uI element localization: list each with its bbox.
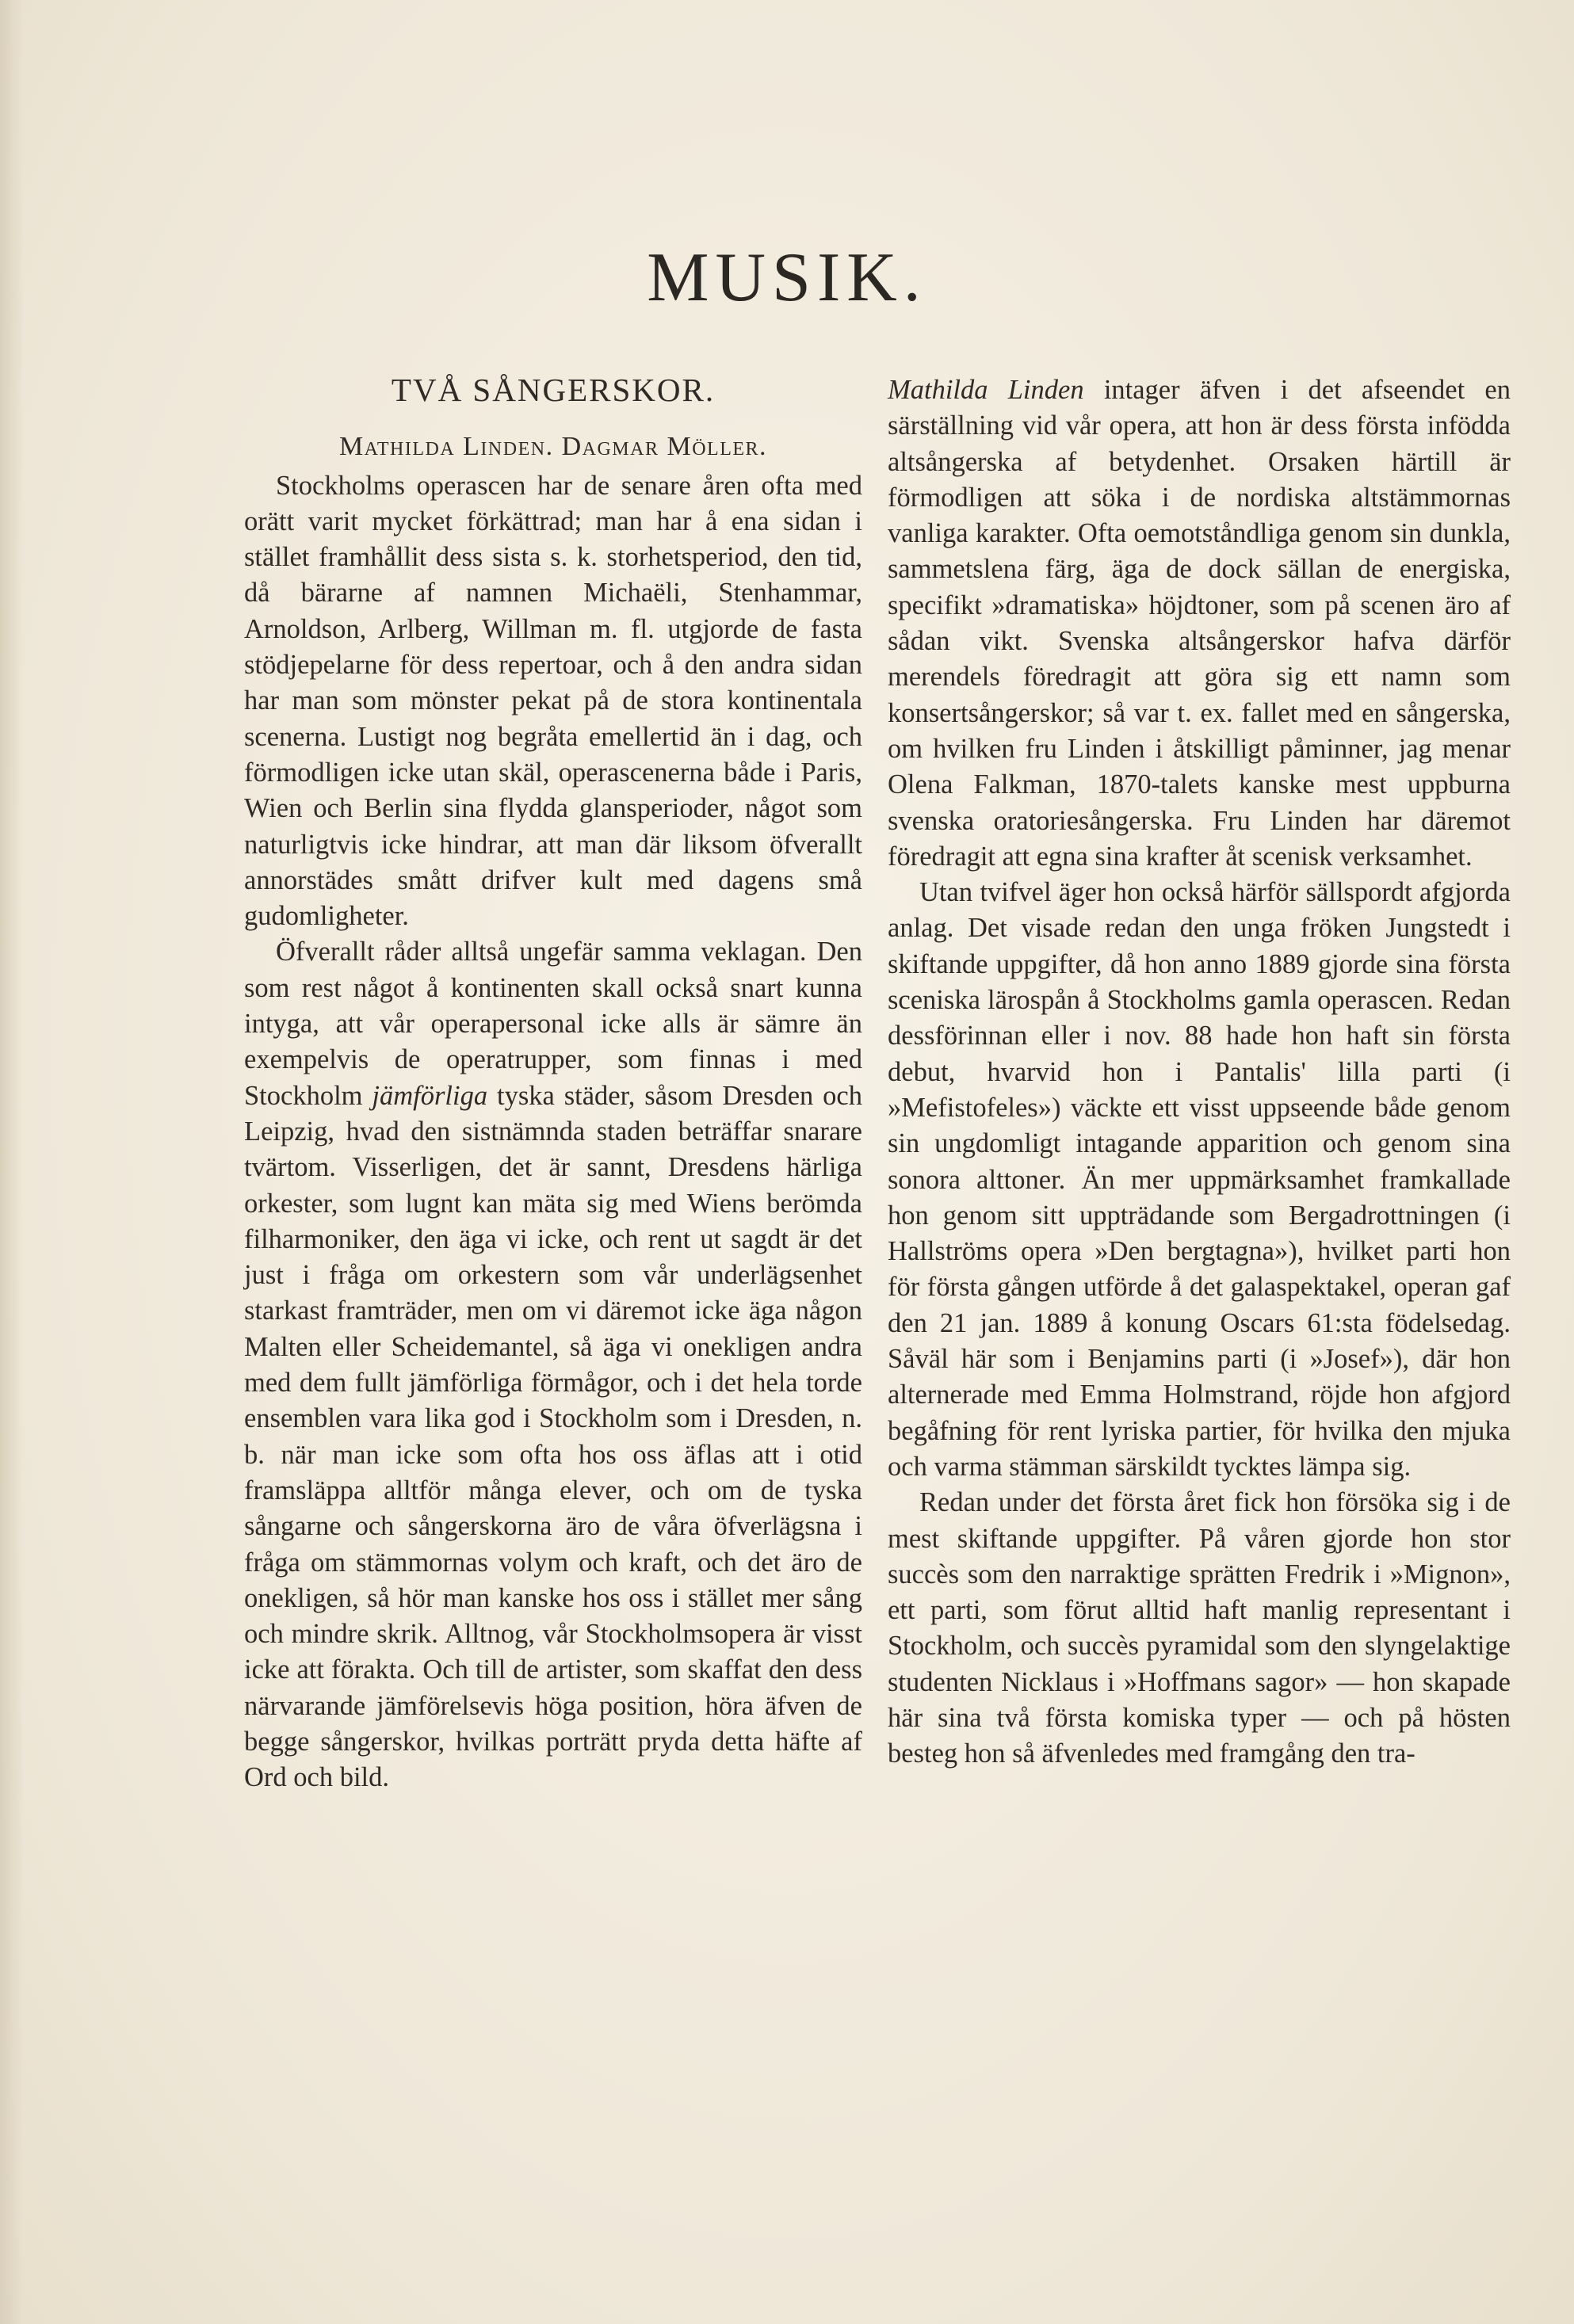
text-run: intager äfven i det afseendet en särställning vid vår opera, att hon är dess första infödda altsångerska af betydenhet. Orsaken härtill är förmodligen att söka i de nordiska altstämmornas vanliga karakter. Ofta oemotståndliga genom sin dunkla, sammetslena färg, äga de dock sällan de energiska, specifikt »dramatiska» höjdtoner, som på scenen äro af sådan vikt. Svenska altsångerskor hafva därför merendels föredragit att göra sig ett namn som konsertsångerskor; så var t. ex. fallet med en sångerska, om hvilken fru Linden i åtskilligt påminner, jag menar Olena Falkman, 1870-talets kanske mest uppburna svenska oratoriesångerska. Fru Linden har däremot föredragit att egna sina krafter åt scenisk verksamhet. xyxy=(888,375,1511,872)
text-run: Utan tvifvel äger hon också härför sällspordt afgjorda anlag. Det visade redan den unga fröken Jungstedt i skiftande uppgifter, då hon anno 1889 gjorde sina första sceniska lärospån å Stockholms gamla operascen. Redan dessförinnan eller i nov. 88 hade hon haft sin första debut, hvarvid hon i Pantalis' lilla parti (i »Mefistofeles») väckte ett visst uppseende både genom sin ungdomligt intagande apparition och genom sina sonora alttoner. Än mer uppmärksamhet framkallade hon genom sitt uppträdande som Bergadrottningen (i Hallströms opera »Den bergtagna»), hvilket parti hon för första gången utförde å det galaspektakel, operan gaf den 21 jan. 1889 å konung Oscars 61:sta födelsedag. Såväl här som i Benjamins parti (i »Josef»), där hon alternerade med Emma Holmstrand, röjde hon afgjord begåfning för rent lyriska partier, för hvilka den mjuka och varma stämman särskildt tycktes lämpa sig. xyxy=(888,877,1511,1482)
text-run: tyska städer, såsom Dresden och Leipzig, hvad den sistnämnda staden beträffar snarare tvärtom. Visserligen, det är sannt, Dresdens härliga orkester, som lugnt kan mäta sig med Wiens berömda filharmoniker, den äga vi icke, och rent ut sagdt är det just i fråga om orkestern som vår underlägsenhet starkast framträder, men om vi däremot icke äga någon Malten eller Scheidemantel, så äga vi onekligen andra med dem fullt jämförliga förmågor, och i det hela torde ensemblen vara lika god i Stockholm som i Dresden, n. b. när man icke som ofta hos oss äflas att i otid framsläppa alltför många elever, och om de tyska sångarne och sångerskorna äro de våra öfverlägsna i fråga om stämmornas volym och kraft, och det äro de onekligen, så hör man kanske hos oss i stället mer sång och mindre skrik. Alltnog, vår Stockholmsopera är visst icke att förakta. Och till de artister, som skaffat den dess närvarande jämförelsevis höga position, höra äfven de begge sångerskor, hvilkas porträtt pryda detta häfte af Ord och bild. xyxy=(244,1080,862,1793)
left-column xyxy=(244,372,862,1796)
text-run: Stockholms operascen har de senare åren ofta med orätt varit mycket förkättrad; man har å ena sidan i stället framhållit dess sista s. k. storhetsperiod, den tid, då bärarne af namnen Michaëli, Stenhammar, Arnoldson, Arlberg, Willman m. fl. utgjorde de fasta stödjepelarne för dess repertoar, och å den andra sidan har man som mönster pekat på de stora kontinentala scenerna. Lustigt nog begråta emellertid än i dag, och förmodligen icke utan skäl, operascenerna både i Paris, Wien och Berlin sina flydda glansperioder, något som naturligtvis icke hindrar, att man där liksom öfverallt annorstädes smått drifver kult med dagens små gudomligheter. xyxy=(244,470,862,932)
paragraph xyxy=(244,934,862,1795)
right-column-body xyxy=(888,372,1511,1773)
paragraph xyxy=(888,372,1511,875)
page-edge-shadow xyxy=(0,0,24,2324)
text-run: Öfverallt råder alltså ungefär samma veklagan. Den som rest något å kontinenten skall också snart kunna intyga, att vår operapersonal icke alls är sämre än exempelvis de operatrupper, som finnas i med Stockholm xyxy=(244,937,862,1111)
paragraph xyxy=(888,875,1511,1485)
italic-text: Mathilda Linden xyxy=(888,375,1084,405)
text-run: Redan under det första året fick hon försöka sig i de mest skiftande uppgifter. På våren gjorde hon stor succès som den narraktige sprätten Fredrik i »Mignon», ett parti, som förut alltid haft manlig representant i Stockholm, och succès pyramidal som den slyngelaktige studenten Nicklaus i »Hoffmans sagor» — hon skapade här sina två första komiska typer — och på hösten besteg hon så äfvenledes med framgång den tra- xyxy=(888,1487,1511,1769)
right-column xyxy=(888,372,1511,1773)
paragraph xyxy=(244,468,862,935)
article-title: TVÅ SÅNGERSKOR. xyxy=(391,372,716,408)
article-subtitle: Mathilda Linden. Dagmar Möller. xyxy=(338,432,768,462)
paragraph xyxy=(888,1485,1511,1772)
page-header-title: MUSIK. xyxy=(647,239,927,316)
italic-text: jämförliga xyxy=(372,1080,488,1111)
left-column-body xyxy=(244,468,862,1796)
